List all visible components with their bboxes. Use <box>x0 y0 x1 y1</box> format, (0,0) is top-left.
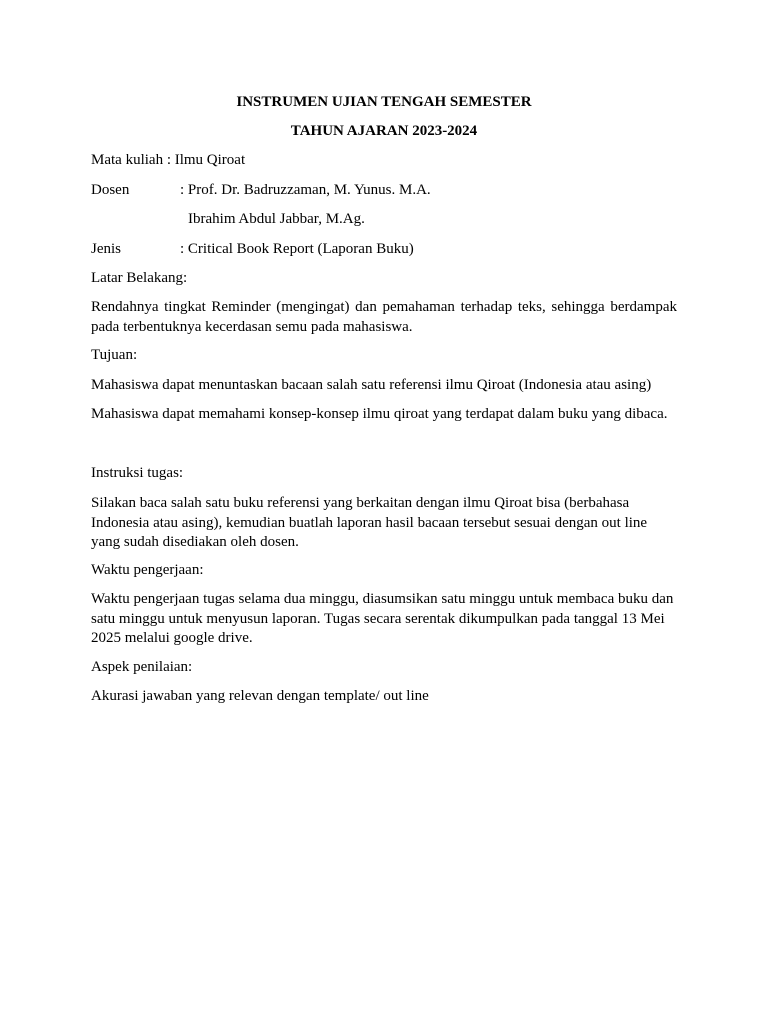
assessment-text: Akurasi jawaban yang relevan dengan template/ out line <box>91 688 429 704</box>
document-page <box>91 0 677 1024</box>
lecturer-value-second: Ibrahim Abdul Jabbar, M.Ag. <box>188 211 365 227</box>
time-paragraph: Waktu pengerjaan tugas selama dua minggu, diasumsikan satu minggu untuk membaca buku dan satu minggu untuk menyusun laporan. Tugas secara serentak dikumpulkan pada tanggal 13 Mei 2025 melalui google drive. <box>91 591 674 646</box>
academic-year-title: TAHUN AJARAN 2023-2024 <box>290 123 478 139</box>
time-heading: Waktu pengerjaan: <box>91 562 204 578</box>
type-label: Jenis <box>91 241 121 257</box>
document-title: INSTRUMEN UJIAN TENGAH SEMESTER <box>236 94 532 110</box>
type-value: : Critical Book Report (Laporan Buku) <box>180 241 414 257</box>
lecturer-label: Dosen <box>91 182 130 198</box>
course-line: Mata kuliah : Ilmu Qiroat <box>91 152 246 168</box>
goal-item: Mahasiswa dapat menuntaskan bacaan salah satu referensi ilmu Qiroat (Indonesia atau asing) <box>91 377 652 393</box>
lecturer-value: : Prof. Dr. Badruzzaman, M. Yunus. M.A. <box>180 182 431 198</box>
background-heading: Latar Belakang: <box>91 270 188 286</box>
assessment-heading: Aspek penilaian: <box>91 659 193 675</box>
instructions-paragraph: Silakan baca salah satu buku referensi yang berkaitan dengan ilmu Qiroat bisa (berbahasa Indonesia atau asing), kemudian buatlah laporan hasil bacaan tersebut sesuai dengan out line yang sudah disediakan oleh dosen. <box>91 495 648 550</box>
instructions-heading: Instruksi tugas: <box>91 465 184 481</box>
goal-item: Mahasiswa dapat memahami konsep-konsep ilmu qiroat yang terdapat dalam buku yang dibaca. <box>91 406 668 422</box>
goals-heading: Tujuan: <box>91 347 138 363</box>
background-paragraph: Rendahnya tingkat Reminder (mengingat) dan pemahaman terhadap teks, sehingga berdampak pada terbentuknya kecerdasan semu pada mahasiswa. <box>91 299 677 335</box>
